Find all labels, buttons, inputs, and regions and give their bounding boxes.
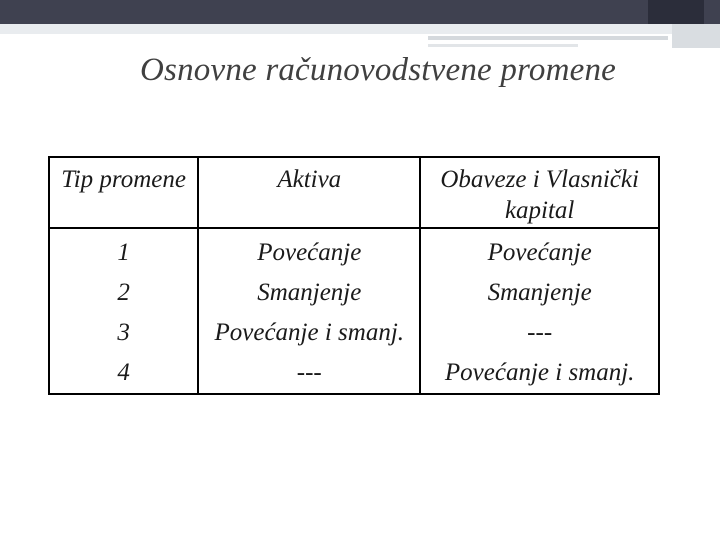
top-band-dark <box>0 0 720 24</box>
slide-title: Osnovne računovodstvene promene <box>140 52 616 88</box>
cell-assets: --- <box>198 353 420 394</box>
cell-assets: Povećanje <box>198 228 420 273</box>
table-row <box>49 273 659 313</box>
header-type: Tip promene <box>49 157 198 228</box>
cell-type: 3 <box>49 313 198 353</box>
top-band-tail <box>672 24 720 48</box>
top-band-rule <box>428 36 668 40</box>
cell-type: 1 <box>49 228 198 273</box>
table-row <box>49 313 659 353</box>
cell-assets: Povećanje i smanj. <box>198 313 420 353</box>
cell-type: 2 <box>49 273 198 313</box>
top-band-rule-short <box>428 44 578 47</box>
cell-assets: Smanjenje <box>198 273 420 313</box>
header-assets: Aktiva <box>198 157 420 228</box>
cell-type: 4 <box>49 353 198 394</box>
cell-liabilities: Povećanje <box>487 239 592 266</box>
table-row <box>49 353 659 394</box>
table-row <box>49 228 659 273</box>
header-liabilities: Obaveze i Vlasnički kapital <box>420 157 659 228</box>
accounting-changes-table <box>48 156 660 395</box>
cell-liabilities: Smanjenje <box>487 279 592 306</box>
cell-liabilities: --- <box>527 319 553 346</box>
top-band-accent <box>648 0 704 24</box>
table-header-row <box>49 157 659 228</box>
top-band-light <box>0 24 720 34</box>
cell-liabilities: Povećanje i smanj. <box>444 359 635 386</box>
